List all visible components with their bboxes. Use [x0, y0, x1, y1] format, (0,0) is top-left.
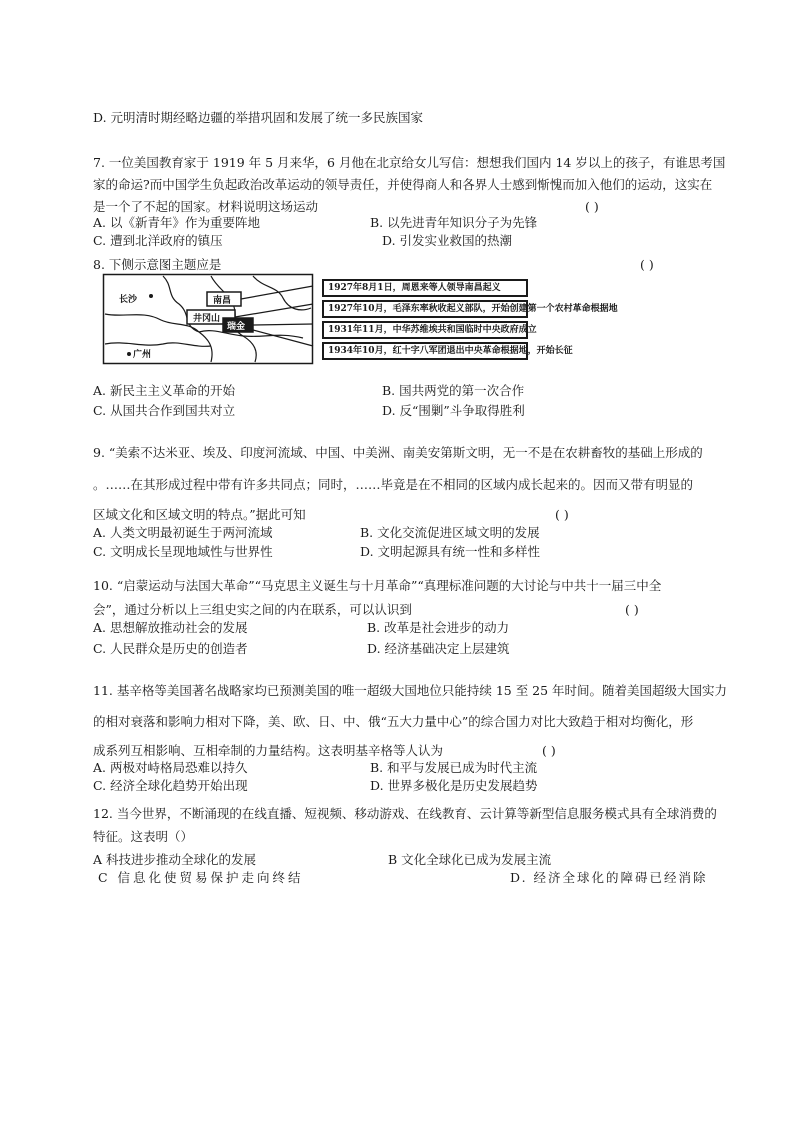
q7-stem-line-3: 是一个了不起的国家。材料说明这场运动 [93, 199, 319, 214]
map-label-changsha: 长沙 [119, 295, 138, 305]
q8-event-3: 1931年11月，中华苏维埃共和国临时中央政府成立 [322, 321, 528, 339]
q8-option-b: B. 国共两党的第一次合作 [382, 383, 525, 398]
q7-answer-paren: ( ) [585, 199, 599, 214]
q7-option-d: D. 引发实业救国的热潮 [382, 233, 513, 248]
q12-option-b: B 文化全球化已成为发展主流 [388, 852, 552, 867]
q7-stem-line-2: 家的命运?而中国学生负起政治改革运动的领导责任，并使得商人和各界人士感到惭愧而加入他们的运动，这实在 [93, 177, 713, 192]
q10-option-d: D. 经济基础决定上层建筑 [367, 641, 510, 656]
q11-stem-line-2: 的相对衰落和影响力相对下降，美、欧、日、中、俄“五大力量中心”的综合国力对比大致趋于相对均衡化，形 [93, 714, 694, 729]
q9-option-b: B. 文化交流促进区域文明的发展 [360, 525, 540, 540]
map-label-nanchang: 南昌 [213, 296, 232, 306]
q9-option-a: A. 人类文明最初诞生于两河流域 [93, 525, 273, 540]
q11-answer-paren: ( ) [542, 743, 556, 758]
q10-stem-line-2: 会”，通过分析以上三组史实之间的内在联系，可以认识到 [93, 602, 412, 617]
changsha-dot [149, 294, 153, 298]
q8-answer-paren: ( ) [640, 257, 654, 272]
q10-option-b: B. 改革是社会进步的动力 [367, 620, 510, 635]
q9-option-c: C. 文明成长呈现地域性与世界性 [93, 544, 273, 559]
q12-stem-line-2: 特征。这表明（） [93, 829, 194, 844]
q8-event-1: 1927年8月1日，周恩来等人领导南昌起义 [322, 279, 528, 297]
q8-option-a: A. 新民主主义革命的开始 [93, 383, 235, 398]
q12-stem-line-1: 12. 当今世界，不断涌现的在线直播、短视频、移动游戏、在线教育、云计算等新型信息服务模式具有全球消费的 [93, 806, 717, 821]
q8-event-4: 1934年10月，红十字八军团退出中央革命根据地，开始长征 [322, 342, 528, 360]
map-label-ruijin: 瑞金 [227, 322, 246, 332]
q10-option-a: A. 思想解放推动社会的发展 [93, 620, 248, 635]
q11-option-d: D. 世界多极化是历史发展趋势 [370, 778, 538, 793]
q11-stem-line-1: 11. 基辛格等美国著名战略家均已预测美国的唯一超级大国地位只能持续 15 至 25 年时间。随着美国超级大国实力 [93, 683, 728, 698]
map-label-jinggangshan: 井冈山 [193, 314, 221, 324]
q7-option-a: A. 以《新青年》作为重要阵地 [93, 215, 260, 230]
q12-option-d: D. 经济全球化的障碍已经消除 [510, 870, 708, 885]
q10-stem-line-1: 10. “启蒙运动与法国大革命”“马克思主义诞生与十月革命”“真理标准问题的大讨论与中共十一届三中全 [93, 578, 662, 593]
q8-option-c: C. 从国共合作到国共对立 [93, 403, 236, 418]
q7-stem-line-1: 7. 一位美国教育家于 1919 年 5 月来华，6 月他在北京给女儿写信：想想我们国内 14 岁以上的孩子，有谁思考国 [93, 155, 726, 170]
q8-stem: 8. 下侧示意图主题应是 [93, 257, 222, 272]
q8-option-d: D. 反“围剿”斗争取得胜利 [382, 403, 525, 418]
q7-option-c: C. 遭到北洋政府的镇压 [93, 233, 223, 248]
q12-option-a: A 科技进步推动全球化的发展 [93, 852, 257, 867]
q11-option-a: A. 两极对峙格局恐难以持久 [93, 760, 248, 775]
q9-stem-line-2: 。……在其形成过程中带有许多共同点；同时，……毕竟是在不相同的区域内成长起来的。因而又带有明显的 [93, 477, 694, 492]
q8-event-boxes [322, 279, 618, 363]
q9-answer-paren: ( ) [555, 507, 569, 522]
q9-stem-line-3: 区域文化和区域文明的特点。”据此可知 [93, 507, 306, 522]
q12-option-c: C 信息化使贸易保护走向终结 [98, 870, 304, 885]
q11-stem-line-3: 成系列互相影响、互相牵制的力量结构。这表明基辛格等人认为 [93, 743, 444, 758]
guangzhou-dot [127, 352, 131, 356]
q8-map [103, 274, 313, 364]
q7-option-b: B. 以先进青年知识分子为先锋 [370, 215, 538, 230]
q10-option-c: C. 人民群众是历史的创造者 [93, 641, 248, 656]
q9-option-d: D. 文明起源具有统一性和多样性 [360, 544, 541, 559]
q11-option-b: B. 和平与发展已成为时代主流 [370, 760, 538, 775]
q9-stem-line-1: 9. “美索不达米亚、埃及、印度河流域、中国、中美洲、南美安第斯文明，无一不是在农耕畜牧的基础上形成的 [93, 445, 703, 460]
q10-answer-paren: ( ) [625, 602, 639, 617]
q6-option-d: D. 元明清时期经略边疆的举措巩固和发展了统一多民族国家 [93, 110, 424, 125]
q11-option-c: C. 经济全球化趋势开始出现 [93, 778, 248, 793]
q8-event-2: 1927年10月，毛泽东率秋收起义部队，开始创建第一个农村革命根据地 [322, 300, 528, 318]
map-label-guangzhou: 广州 [133, 350, 152, 360]
